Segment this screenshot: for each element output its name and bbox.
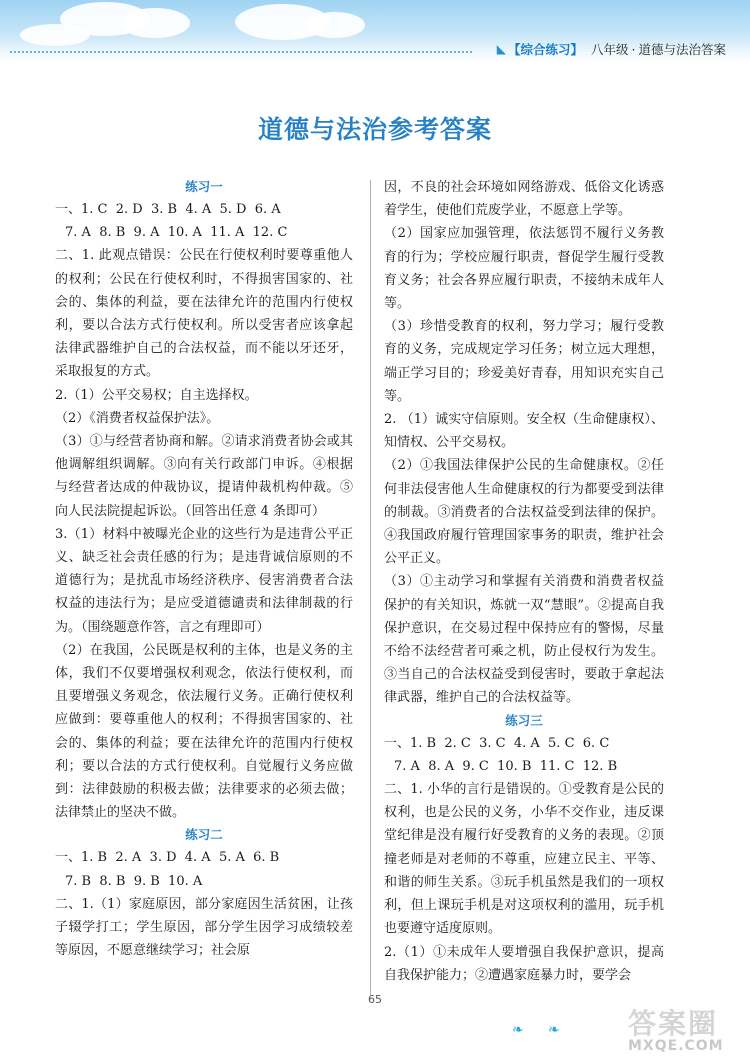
answer-paragraph: 3.（1）材料中被曝光企业的这些行为是违背公平正义、缺乏社会责任感的行为；是违背诚信原则的不道德行为；是扰乱市场经济秩序、侵害消费者合法权益的违法行为；是应受道德谴责和法律制裁的行为。（围绕题意作答，言之有理即可） [55, 526, 353, 635]
header-separator: · [631, 41, 636, 57]
answer-paragraph: 2.（1）公平交易权；自主选择权。 [55, 387, 258, 403]
section-heading: 练习二 [185, 827, 223, 843]
answer-line: 一、1. B 2. A 3. D 4. A 5. A 6. B [55, 850, 280, 866]
answer-paragraph: 2.（1）①未成年人要增强自我保护意识，提高自我保护能力；②遭遇家庭暴力时，要学会 [384, 944, 664, 983]
leaf-icon: ❧ [548, 1022, 560, 1038]
answer-paragraph: （3）①与经营者协商和解。②请求消费者协会或其他调解组织调解。③向有关行政部门申诉。④根据与经营者达成的仲裁协议，提请仲裁机构仲裁。⑤向人民法院提起诉讼。（回答出任意 4 条即可） [55, 434, 353, 519]
subject-label: 道德与法治答案 [638, 42, 726, 57]
left-column [55, 176, 353, 963]
answer-paragraph: （3）①主动学习和掌握有关消费和消费者权益保护的有关知识，炼就一双“慧眼”。②提高自我保护意识，在交易过程中保持应有的警惕，尽量不给不法经营者可乘之机，防止侵权行为发生。③当自己的合法权益受到侵害时，要敢于拿起法律武器，维护自己的合法权益等。 [384, 574, 664, 706]
answer-paragraph: （2）在我国，公民既是权利的主体，也是义务的主体，我们不仅要增强权利观念，依法行使权利，而且要增强义务观念，依法履行义务。正确行使权利应做到：要尊重他人的权利；不得损害国家的、社会的、集体的利益；要在法律允许的范围内行使权利；要以合法的方式行使权利。自觉履行义务应做到：法律鼓励的积极去做；法律要求的必须去做；法律禁止的坚决不做。 [55, 642, 353, 821]
answer-line: 7. B 8. B 9. B 10. A [65, 873, 203, 889]
cloud-decoration [20, 24, 90, 46]
answer-line: 7. A 8. B 9. A 10. A 11. A 12. C [65, 225, 288, 241]
cloud-decoration [305, 12, 365, 38]
answer-line: 一、1. B 2. C 3. C 4. A 5. C 6. C [384, 735, 610, 751]
page-title: 道德与法治参考答案 [257, 115, 492, 144]
right-column [384, 176, 664, 987]
grade-label: 八年级 [590, 42, 629, 57]
section-heading: 练习一 [185, 179, 223, 194]
series-label: 【综合练习】 [507, 42, 583, 57]
page-number: 65 [368, 993, 382, 1006]
header-dotted-rule [10, 51, 472, 53]
watermark-cn: 答案圈 [628, 1007, 719, 1040]
answer-paragraph: 2. （1）诚实守信原则。安全权（生命健康权）、知情权、公平交易权。 [384, 412, 664, 451]
cloud-decoration [120, 8, 190, 38]
answer-paragraph: 二、1.（1）家庭原因，部分家庭因生活贫困，让孩子辍学打工；学生原因，部分学生因学习成绩较差等原因，不愿意继续学习；社会原 [55, 896, 353, 959]
arrow-icon: ◣ [496, 42, 506, 56]
answer-paragraph: （2）《消费者权益保护法》。 [55, 410, 220, 426]
answer-paragraph: （2）①我国法律保护公民的生命健康权。②任何非法侵害他人生命健康权的行为都要受到法律的制裁。③消费者的合法权益受到法律的保护。④我国政府履行管理国家事务的职责，维护社会公平正义。 [384, 458, 664, 567]
answer-paragraph: 因，不良的社会环境如网络游戏、低俗文化诱惑着学生，使他们荒废学业，不愿意上学等。 [384, 180, 664, 219]
answer-line: 7. A 8. A 9. C 10. B 11. C 12. B [394, 758, 618, 774]
column-divider [370, 180, 371, 995]
watermark-logo [628, 1007, 724, 1054]
answer-paragraph: 二、1. 小华的言行是错误的。①受教育是公民的权利，也是公民的义务，小华不交作业，违反课堂纪律是没有履行好受教育的义务的表现。②顶撞老师是对老师的不尊重，应建立民主、平等、和谐的师生关系。③玩手机虽然是我们的一项权利，但上课玩手机是对这项权利的滥用，玩手机也要遵守适度原则。 [384, 782, 664, 937]
watermark-en: MXQE.COM [628, 1038, 724, 1054]
answer-paragraph: （2）国家应加强管理，依法惩罚不履行义务教育的行为；学校应履行职责，督促学生履行受教育义务；社会各界应履行职责，不接纳未成年人等。 [384, 226, 664, 312]
running-header [497, 40, 726, 58]
answer-paragraph: 二、1. 此观点错误：公民在行使权利时要尊重他人的权利；公民在行使权利时，不得损害国家的、社会的、集体的利益，要在法律允许的范围内行使权利，要以合法方式行使权利。所以受害者应该拿起法律武器维护自己的合法权益，而不能以牙还牙，采取报复的方式。 [55, 248, 353, 380]
answer-paragraph: （3）珍惜受教育的权利，努力学习；履行受教育的义务，完成规定学习任务；树立远大理想，端正学习目的；珍爱美好青春，用知识充实自己等。 [384, 319, 664, 404]
section-heading: 练习三 [505, 712, 543, 728]
leaf-icon: ❧ [512, 1022, 524, 1038]
answer-line: 一、1. C 2. D 3. B 4. A 5. D 6. A [55, 202, 281, 217]
